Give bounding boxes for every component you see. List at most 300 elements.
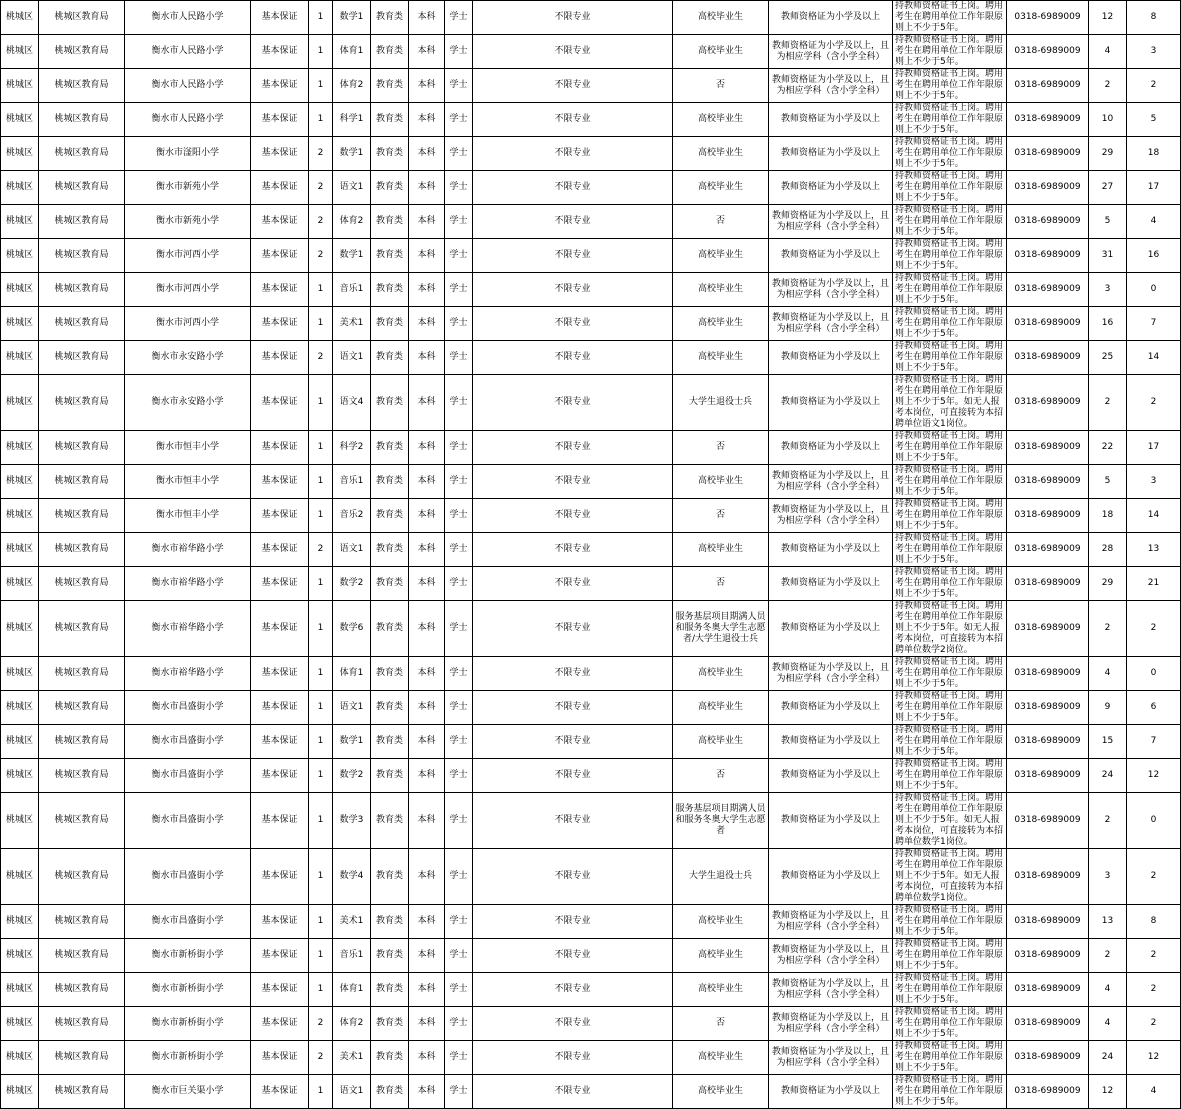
department-cell: 桃城区教育局 (39, 657, 125, 691)
headcount-cell: 1 (309, 307, 333, 341)
headcount-cell: 1 (309, 103, 333, 137)
approved-cell: 2 (1127, 973, 1181, 1007)
note-cell: 持教师资格证书上岗。聘用考生在聘用单位工作年限原则上不少于5年。 (893, 939, 1007, 973)
district-cell: 桃城区 (1, 793, 39, 849)
position-cell: 音乐1 (333, 273, 371, 307)
district-cell: 桃城区 (1, 273, 39, 307)
district-cell: 桃城区 (1, 759, 39, 793)
phone-cell: 0318-6989009 (1007, 465, 1089, 499)
major-cell: 不限专业 (473, 273, 673, 307)
major-cell: 不限专业 (473, 849, 673, 905)
headcount-cell: 1 (309, 1075, 333, 1109)
funding-cell: 基本保证 (251, 1075, 309, 1109)
phone-cell: 0318-6989009 (1007, 973, 1089, 1007)
school-cell: 衡水市昌盛街小学 (125, 849, 251, 905)
table-row (1, 375, 1181, 431)
approved-cell: 4 (1127, 205, 1181, 239)
qualification-cell: 教师资格证为小学及以上 (769, 341, 893, 375)
position-cell: 数学1 (333, 239, 371, 273)
phone-cell: 0318-6989009 (1007, 691, 1089, 725)
table-row (1, 341, 1181, 375)
position-cell: 科学1 (333, 103, 371, 137)
qualification-cell: 教师资格证为小学及以上 (769, 849, 893, 905)
major-cell: 不限专业 (473, 69, 673, 103)
approved-cell: 18 (1127, 137, 1181, 171)
other-requirement-cell: 高校毕业生 (673, 35, 769, 69)
district-cell: 桃城区 (1, 137, 39, 171)
education-cell: 本科 (409, 1075, 445, 1109)
applicants-cell: 5 (1089, 205, 1127, 239)
applicants-cell: 4 (1089, 973, 1127, 1007)
department-cell: 桃城区教育局 (39, 849, 125, 905)
education-cell: 本科 (409, 375, 445, 431)
phone-cell: 0318-6989009 (1007, 725, 1089, 759)
note-cell: 持教师资格证书上岗。聘用考生在聘用单位工作年限原则上不少于5年。 (893, 499, 1007, 533)
school-cell: 衡水市滏阳小学 (125, 137, 251, 171)
major-cell: 不限专业 (473, 939, 673, 973)
education-cell: 本科 (409, 849, 445, 905)
degree-cell: 学士 (445, 533, 473, 567)
education-cell: 本科 (409, 171, 445, 205)
degree-cell: 学士 (445, 657, 473, 691)
school-cell: 衡水市昌盛街小学 (125, 759, 251, 793)
other-requirement-cell: 高校毕业生 (673, 1075, 769, 1109)
degree-cell: 学士 (445, 1075, 473, 1109)
funding-cell: 基本保证 (251, 375, 309, 431)
position-cell: 语文4 (333, 375, 371, 431)
phone-cell: 0318-6989009 (1007, 103, 1089, 137)
education-cell: 本科 (409, 1041, 445, 1075)
degree-cell: 学士 (445, 849, 473, 905)
phone-cell: 0318-6989009 (1007, 499, 1089, 533)
degree-cell: 学士 (445, 205, 473, 239)
district-cell: 桃城区 (1, 1007, 39, 1041)
headcount-cell: 1 (309, 657, 333, 691)
qualification-cell: 教师资格证为小学及以上，且为相应学科（含小学全科） (769, 205, 893, 239)
education-cell: 本科 (409, 601, 445, 657)
other-requirement-cell: 高校毕业生 (673, 465, 769, 499)
headcount-cell: 1 (309, 939, 333, 973)
school-cell: 衡水市昌盛街小学 (125, 793, 251, 849)
table-body (1, 1, 1181, 1109)
other-requirement-cell: 服务基层项目期满人员和服务冬奥大学生志愿者/大学生退役士兵 (673, 601, 769, 657)
education-cell: 本科 (409, 973, 445, 1007)
school-cell: 衡水市昌盛街小学 (125, 725, 251, 759)
category-cell: 教育类 (371, 103, 409, 137)
education-cell: 本科 (409, 567, 445, 601)
district-cell: 桃城区 (1, 69, 39, 103)
district-cell: 桃城区 (1, 691, 39, 725)
department-cell: 桃城区教育局 (39, 725, 125, 759)
school-cell: 衡水市新苑小学 (125, 205, 251, 239)
funding-cell: 基本保证 (251, 273, 309, 307)
major-cell: 不限专业 (473, 103, 673, 137)
department-cell: 桃城区教育局 (39, 307, 125, 341)
applicants-cell: 2 (1089, 375, 1127, 431)
education-cell: 本科 (409, 35, 445, 69)
approved-cell: 0 (1127, 793, 1181, 849)
major-cell: 不限专业 (473, 793, 673, 849)
district-cell: 桃城区 (1, 205, 39, 239)
category-cell: 教育类 (371, 849, 409, 905)
degree-cell: 学士 (445, 431, 473, 465)
major-cell: 不限专业 (473, 973, 673, 1007)
position-cell: 美术1 (333, 1041, 371, 1075)
applicants-cell: 12 (1089, 1, 1127, 35)
position-cell: 语文1 (333, 533, 371, 567)
category-cell: 教育类 (371, 1, 409, 35)
phone-cell: 0318-6989009 (1007, 533, 1089, 567)
table-row (1, 849, 1181, 905)
category-cell: 教育类 (371, 725, 409, 759)
degree-cell: 学士 (445, 725, 473, 759)
table-row (1, 793, 1181, 849)
district-cell: 桃城区 (1, 1, 39, 35)
education-cell: 本科 (409, 725, 445, 759)
major-cell: 不限专业 (473, 905, 673, 939)
table-row (1, 499, 1181, 533)
qualification-cell: 教师资格证为小学及以上 (769, 1075, 893, 1109)
headcount-cell: 2 (309, 239, 333, 273)
note-cell: 持教师资格证书上岗。聘用考生在聘用单位工作年限原则上不少于5年。 (893, 103, 1007, 137)
school-cell: 衡水市恒丰小学 (125, 465, 251, 499)
headcount-cell: 1 (309, 431, 333, 465)
table-row (1, 1075, 1181, 1109)
position-cell: 数学1 (333, 725, 371, 759)
school-cell: 衡水市永安路小学 (125, 375, 251, 431)
headcount-cell: 1 (309, 69, 333, 103)
position-cell: 科学2 (333, 431, 371, 465)
school-cell: 衡水市河西小学 (125, 273, 251, 307)
education-cell: 本科 (409, 939, 445, 973)
qualification-cell: 教师资格证为小学及以上，且为相应学科（含小学全科） (769, 973, 893, 1007)
education-cell: 本科 (409, 657, 445, 691)
applicants-cell: 28 (1089, 533, 1127, 567)
education-cell: 本科 (409, 307, 445, 341)
approved-cell: 7 (1127, 725, 1181, 759)
note-cell: 持教师资格证书上岗。聘用考生在聘用单位工作年限原则上不少于5年。 (893, 137, 1007, 171)
school-cell: 衡水市裕华路小学 (125, 533, 251, 567)
department-cell: 桃城区教育局 (39, 905, 125, 939)
approved-cell: 12 (1127, 759, 1181, 793)
major-cell: 不限专业 (473, 307, 673, 341)
headcount-cell: 1 (309, 1, 333, 35)
major-cell: 不限专业 (473, 431, 673, 465)
phone-cell: 0318-6989009 (1007, 375, 1089, 431)
note-cell: 持教师资格证书上岗。聘用考生在聘用单位工作年限原则上不少于5年。 (893, 691, 1007, 725)
funding-cell: 基本保证 (251, 341, 309, 375)
applicants-cell: 4 (1089, 35, 1127, 69)
education-cell: 本科 (409, 341, 445, 375)
applicants-cell: 25 (1089, 341, 1127, 375)
district-cell: 桃城区 (1, 239, 39, 273)
phone-cell: 0318-6989009 (1007, 35, 1089, 69)
department-cell: 桃城区教育局 (39, 431, 125, 465)
funding-cell: 基本保证 (251, 205, 309, 239)
approved-cell: 13 (1127, 533, 1181, 567)
phone-cell: 0318-6989009 (1007, 1, 1089, 35)
category-cell: 教育类 (371, 341, 409, 375)
degree-cell: 学士 (445, 307, 473, 341)
department-cell: 桃城区教育局 (39, 239, 125, 273)
degree-cell: 学士 (445, 793, 473, 849)
degree-cell: 学士 (445, 465, 473, 499)
other-requirement-cell: 高校毕业生 (673, 239, 769, 273)
category-cell: 教育类 (371, 973, 409, 1007)
note-cell: 持教师资格证书上岗。聘用考生在聘用单位工作年限原则上不少于5年。如无人报考本岗位，可直接转为本招聘单位语文1岗位。 (893, 375, 1007, 431)
category-cell: 教育类 (371, 239, 409, 273)
funding-cell: 基本保证 (251, 759, 309, 793)
district-cell: 桃城区 (1, 499, 39, 533)
headcount-cell: 1 (309, 973, 333, 1007)
degree-cell: 学士 (445, 939, 473, 973)
major-cell: 不限专业 (473, 171, 673, 205)
district-cell: 桃城区 (1, 601, 39, 657)
other-requirement-cell: 大学生退役士兵 (673, 849, 769, 905)
applicants-cell: 2 (1089, 601, 1127, 657)
qualification-cell: 教师资格证为小学及以上，且为相应学科（含小学全科） (769, 1041, 893, 1075)
other-requirement-cell: 否 (673, 1007, 769, 1041)
school-cell: 衡水市恒丰小学 (125, 431, 251, 465)
major-cell: 不限专业 (473, 759, 673, 793)
district-cell: 桃城区 (1, 171, 39, 205)
note-cell: 持教师资格证书上岗。聘用考生在聘用单位工作年限原则上不少于5年。 (893, 171, 1007, 205)
approved-cell: 2 (1127, 601, 1181, 657)
table-row (1, 973, 1181, 1007)
other-requirement-cell: 否 (673, 69, 769, 103)
applicants-cell: 15 (1089, 725, 1127, 759)
headcount-cell: 1 (309, 35, 333, 69)
qualification-cell: 教师资格证为小学及以上，且为相应学科（含小学全科） (769, 657, 893, 691)
funding-cell: 基本保证 (251, 1, 309, 35)
other-requirement-cell: 高校毕业生 (673, 341, 769, 375)
degree-cell: 学士 (445, 103, 473, 137)
category-cell: 教育类 (371, 759, 409, 793)
degree-cell: 学士 (445, 375, 473, 431)
qualification-cell: 教师资格证为小学及以上，且为相应学科（含小学全科） (769, 35, 893, 69)
school-cell: 衡水市河西小学 (125, 239, 251, 273)
table-row (1, 567, 1181, 601)
funding-cell: 基本保证 (251, 905, 309, 939)
qualification-cell: 教师资格证为小学及以上，且为相应学科（含小学全科） (769, 273, 893, 307)
qualification-cell: 教师资格证为小学及以上 (769, 103, 893, 137)
approved-cell: 6 (1127, 691, 1181, 725)
other-requirement-cell: 高校毕业生 (673, 939, 769, 973)
funding-cell: 基本保证 (251, 103, 309, 137)
qualification-cell: 教师资格证为小学及以上 (769, 567, 893, 601)
category-cell: 教育类 (371, 601, 409, 657)
applicants-cell: 5 (1089, 465, 1127, 499)
note-cell: 持教师资格证书上岗。聘用考生在聘用单位工作年限原则上不少于5年。 (893, 567, 1007, 601)
table-row (1, 465, 1181, 499)
funding-cell: 基本保证 (251, 601, 309, 657)
headcount-cell: 1 (309, 465, 333, 499)
applicants-cell: 9 (1089, 691, 1127, 725)
headcount-cell: 1 (309, 793, 333, 849)
table-row (1, 205, 1181, 239)
department-cell: 桃城区教育局 (39, 35, 125, 69)
education-cell: 本科 (409, 691, 445, 725)
major-cell: 不限专业 (473, 137, 673, 171)
funding-cell: 基本保证 (251, 725, 309, 759)
major-cell: 不限专业 (473, 1, 673, 35)
other-requirement-cell: 高校毕业生 (673, 905, 769, 939)
category-cell: 教育类 (371, 307, 409, 341)
district-cell: 桃城区 (1, 939, 39, 973)
category-cell: 教育类 (371, 465, 409, 499)
district-cell: 桃城区 (1, 725, 39, 759)
department-cell: 桃城区教育局 (39, 567, 125, 601)
district-cell: 桃城区 (1, 35, 39, 69)
position-cell: 音乐1 (333, 465, 371, 499)
qualification-cell: 教师资格证为小学及以上 (769, 601, 893, 657)
phone-cell: 0318-6989009 (1007, 239, 1089, 273)
category-cell: 教育类 (371, 171, 409, 205)
funding-cell: 基本保证 (251, 567, 309, 601)
approved-cell: 4 (1127, 1075, 1181, 1109)
category-cell: 教育类 (371, 431, 409, 465)
position-cell: 语文1 (333, 341, 371, 375)
category-cell: 教育类 (371, 205, 409, 239)
school-cell: 衡水市裕华路小学 (125, 567, 251, 601)
other-requirement-cell: 否 (673, 499, 769, 533)
district-cell: 桃城区 (1, 375, 39, 431)
other-requirement-cell: 否 (673, 205, 769, 239)
position-cell: 体育1 (333, 35, 371, 69)
qualification-cell: 教师资格证为小学及以上，且为相应学科（含小学全科） (769, 307, 893, 341)
department-cell: 桃城区教育局 (39, 465, 125, 499)
table-row (1, 307, 1181, 341)
department-cell: 桃城区教育局 (39, 137, 125, 171)
headcount-cell: 1 (309, 691, 333, 725)
position-cell: 语文1 (333, 171, 371, 205)
district-cell: 桃城区 (1, 905, 39, 939)
district-cell: 桃城区 (1, 307, 39, 341)
qualification-cell: 教师资格证为小学及以上 (769, 1, 893, 35)
approved-cell: 2 (1127, 939, 1181, 973)
school-cell: 衡水市新桥街小学 (125, 973, 251, 1007)
qualification-cell: 教师资格证为小学及以上，且为相应学科（含小学全科） (769, 939, 893, 973)
category-cell: 教育类 (371, 1075, 409, 1109)
position-cell: 数学4 (333, 849, 371, 905)
department-cell: 桃城区教育局 (39, 601, 125, 657)
phone-cell: 0318-6989009 (1007, 905, 1089, 939)
qualification-cell: 教师资格证为小学及以上，且为相应学科（含小学全科） (769, 1007, 893, 1041)
qualification-cell: 教师资格证为小学及以上 (769, 375, 893, 431)
other-requirement-cell: 高校毕业生 (673, 273, 769, 307)
district-cell: 桃城区 (1, 1041, 39, 1075)
other-requirement-cell: 高校毕业生 (673, 137, 769, 171)
other-requirement-cell: 否 (673, 567, 769, 601)
district-cell: 桃城区 (1, 431, 39, 465)
headcount-cell: 2 (309, 533, 333, 567)
other-requirement-cell: 否 (673, 759, 769, 793)
department-cell: 桃城区教育局 (39, 533, 125, 567)
education-cell: 本科 (409, 1, 445, 35)
applicants-cell: 4 (1089, 1007, 1127, 1041)
education-cell: 本科 (409, 273, 445, 307)
approved-cell: 0 (1127, 273, 1181, 307)
phone-cell: 0318-6989009 (1007, 849, 1089, 905)
school-cell: 衡水市恒丰小学 (125, 499, 251, 533)
note-cell: 持教师资格证书上岗。聘用考生在聘用单位工作年限原则上不少于5年。如无人报考本岗位，可直接转为本招聘单位数学1岗位。 (893, 793, 1007, 849)
position-cell: 音乐2 (333, 499, 371, 533)
major-cell: 不限专业 (473, 1007, 673, 1041)
applicants-cell: 18 (1089, 499, 1127, 533)
approved-cell: 12 (1127, 1041, 1181, 1075)
other-requirement-cell: 高校毕业生 (673, 691, 769, 725)
education-cell: 本科 (409, 431, 445, 465)
degree-cell: 学士 (445, 691, 473, 725)
phone-cell: 0318-6989009 (1007, 1007, 1089, 1041)
district-cell: 桃城区 (1, 1075, 39, 1109)
position-cell: 数学6 (333, 601, 371, 657)
qualification-cell: 教师资格证为小学及以上 (769, 759, 893, 793)
department-cell: 桃城区教育局 (39, 273, 125, 307)
major-cell: 不限专业 (473, 499, 673, 533)
school-cell: 衡水市裕华路小学 (125, 601, 251, 657)
major-cell: 不限专业 (473, 341, 673, 375)
school-cell: 衡水市新桥街小学 (125, 1007, 251, 1041)
category-cell: 教育类 (371, 793, 409, 849)
approved-cell: 2 (1127, 849, 1181, 905)
table-row (1, 35, 1181, 69)
category-cell: 教育类 (371, 939, 409, 973)
district-cell: 桃城区 (1, 465, 39, 499)
department-cell: 桃城区教育局 (39, 375, 125, 431)
headcount-cell: 1 (309, 905, 333, 939)
note-cell: 持教师资格证书上岗。聘用考生在聘用单位工作年限原则上不少于5年。 (893, 759, 1007, 793)
note-cell: 持教师资格证书上岗。聘用考生在聘用单位工作年限原则上不少于5年。 (893, 307, 1007, 341)
qualification-cell: 教师资格证为小学及以上，且为相应学科（含小学全科） (769, 465, 893, 499)
school-cell: 衡水市河西小学 (125, 307, 251, 341)
major-cell: 不限专业 (473, 601, 673, 657)
district-cell: 桃城区 (1, 567, 39, 601)
other-requirement-cell: 高校毕业生 (673, 725, 769, 759)
school-cell: 衡水市人民路小学 (125, 103, 251, 137)
district-cell: 桃城区 (1, 341, 39, 375)
major-cell: 不限专业 (473, 465, 673, 499)
department-cell: 桃城区教育局 (39, 793, 125, 849)
table-row (1, 533, 1181, 567)
funding-cell: 基本保证 (251, 171, 309, 205)
approved-cell: 0 (1127, 657, 1181, 691)
note-cell: 持教师资格证书上岗。聘用考生在聘用单位工作年限原则上不少于5年。 (893, 1, 1007, 35)
department-cell: 桃城区教育局 (39, 205, 125, 239)
education-cell: 本科 (409, 499, 445, 533)
degree-cell: 学士 (445, 1, 473, 35)
applicants-cell: 31 (1089, 239, 1127, 273)
school-cell: 衡水市永安路小学 (125, 341, 251, 375)
category-cell: 教育类 (371, 273, 409, 307)
phone-cell: 0318-6989009 (1007, 601, 1089, 657)
funding-cell: 基本保证 (251, 939, 309, 973)
degree-cell: 学士 (445, 759, 473, 793)
funding-cell: 基本保证 (251, 533, 309, 567)
qualification-cell: 教师资格证为小学及以上 (769, 725, 893, 759)
position-cell: 美术1 (333, 905, 371, 939)
degree-cell: 学士 (445, 35, 473, 69)
phone-cell: 0318-6989009 (1007, 307, 1089, 341)
table-row (1, 939, 1181, 973)
applicants-cell: 29 (1089, 137, 1127, 171)
note-cell: 持教师资格证书上岗。聘用考生在聘用单位工作年限原则上不少于5年。 (893, 1075, 1007, 1109)
school-cell: 衡水市裕华路小学 (125, 657, 251, 691)
department-cell: 桃城区教育局 (39, 1075, 125, 1109)
applicants-cell: 2 (1089, 939, 1127, 973)
note-cell: 持教师资格证书上岗。聘用考生在聘用单位工作年限原则上不少于5年。 (893, 341, 1007, 375)
phone-cell: 0318-6989009 (1007, 1041, 1089, 1075)
